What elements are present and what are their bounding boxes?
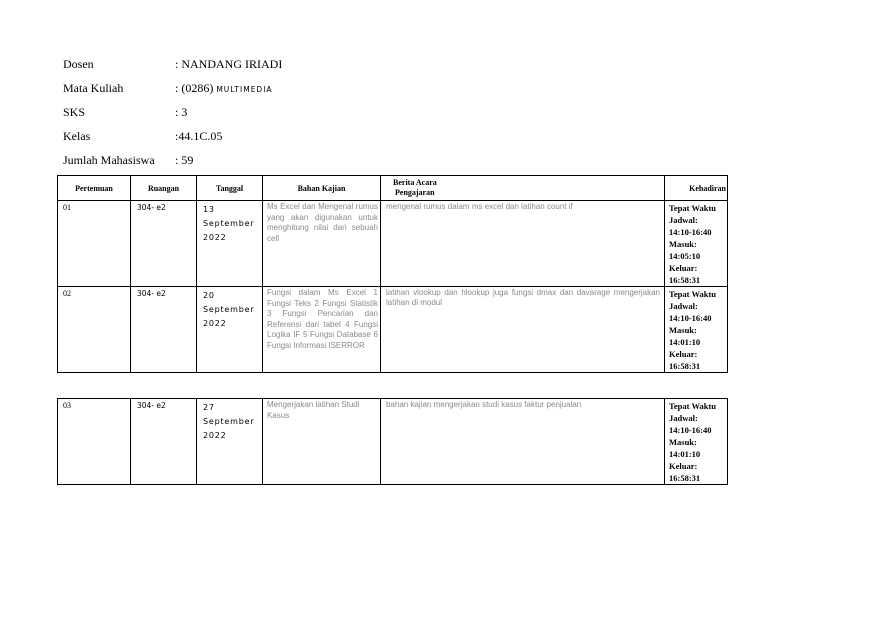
matkul-value [175,81,273,97]
row3-jadwal: 14:10-16:40 [669,425,712,435]
header-berita-line2: Pengajaran [395,188,435,197]
matkul-label: Mata Kuliah [63,81,124,95]
attendance-table-continued [57,398,728,485]
row1-jadwal-label: Jadwal: [669,215,698,225]
row2-berita: latihan vlookup dan hlookup juga fungsi dmax dan davarage mengerjakan latihan di modul [381,287,665,373]
jumlah-value: : 59 [175,153,194,167]
row2-tanggal-month: September [203,305,255,314]
table-header-row [58,176,728,201]
row3-masuk-label: Masuk: [669,437,697,447]
matkul-code: : (0286) [175,81,217,95]
row3-kehadiran [665,399,728,485]
dosen-label: Dosen [63,57,94,71]
row3-keluar: 16:58:31 [669,473,701,483]
header-pertemuan: Pertemuan [58,176,131,201]
row3-tanggal-month: September [203,417,255,426]
row3-keluar-label: Keluar: [669,461,698,471]
kelas-value: :44.1C.05 [175,129,223,143]
row2-tanggal-day: 20 [203,291,215,300]
row2-bahan: Fungsi dalam Ms Excel 1 Fungsi Teks 2 Fungsi Statistik 3 Fungsi Pencarian dan Referensi dari tabel 4 Fungsi Logika IF 5 Fungsi Database 6 Fungsi Informasi ISERROR [263,287,381,373]
row2-jadwal: 14:10-16:40 [669,313,712,323]
row1-tanggal-day: 13 [203,205,215,214]
row1-ruangan: 304- e2 [131,201,197,287]
table-row [58,287,728,373]
row3-berita: bahan kajian mengerjakan studi kasus faktur penjualan [381,399,665,485]
row2-tanggal [197,287,263,373]
sks-value: : 3 [175,105,188,119]
row1-tanggal-year: 2022 [203,233,227,242]
row1-pertemuan: 01 [58,201,131,287]
row2-kehadiran [665,287,728,373]
row1-bahan: Ms Excel dan Mengenal rumus yang akan digunakan untuk menghitung nilai dari sebuah cell [263,201,381,287]
row2-ruangan: 304- e2 [131,287,197,373]
row2-masuk: 14:01:10 [669,337,701,347]
row2-jadwal-label: Jadwal: [669,301,698,311]
jumlah-label: Jumlah Mahasiswa [63,153,155,167]
row3-masuk: 14:01:10 [669,449,701,459]
kelas-label: Kelas [63,129,91,143]
row2-tanggal-year: 2022 [203,319,227,328]
table-row [58,201,728,287]
row3-status: Tepat Waktu [669,401,717,411]
row3-ruangan: 304- e2 [131,399,197,485]
row3-bahan: Mengerjakan latihan Studi Kasus [263,399,381,485]
row1-masuk: 14:05:10 [669,251,701,261]
header-ruangan: Ruangan [131,176,197,201]
header-bahan: Bahan Kajian [263,176,381,201]
table-row [58,399,728,485]
row2-keluar: 16:58:31 [669,361,701,371]
attendance-table [57,175,728,373]
row3-pertemuan: 03 [58,399,131,485]
dosen-value: : NANDANG IRIADI [175,57,283,71]
row1-keluar-label: Keluar: [669,263,698,273]
matkul-name: MULTIMEDIA [216,85,273,94]
row2-masuk-label: Masuk: [669,325,697,335]
row1-berita: mengenal rumus dalam ms excel dan latihan count if [381,201,665,287]
row2-status: Tepat Waktu [669,289,717,299]
row3-tanggal-day: 27 [203,403,215,412]
row1-tanggal [197,201,263,287]
row1-keluar: 16:58:31 [669,275,701,285]
header-tanggal: Tanggal [197,176,263,201]
row3-jadwal-label: Jadwal: [669,413,698,423]
row1-status: Tepat Waktu [669,203,717,213]
row3-tanggal-year: 2022 [203,431,227,440]
row1-tanggal-month: September [203,219,255,228]
header-kehadiran: Kehadiran [665,176,728,201]
row1-kehadiran [665,201,728,287]
header-berita [381,176,665,201]
sks-label: SKS [63,105,86,119]
row3-tanggal [197,399,263,485]
row2-pertemuan: 02 [58,287,131,373]
header-berita-line1: Berita Acara [393,178,437,187]
row1-jadwal: 14:10-16:40 [669,227,712,237]
row1-masuk-label: Masuk: [669,239,697,249]
row2-keluar-label: Keluar: [669,349,698,359]
